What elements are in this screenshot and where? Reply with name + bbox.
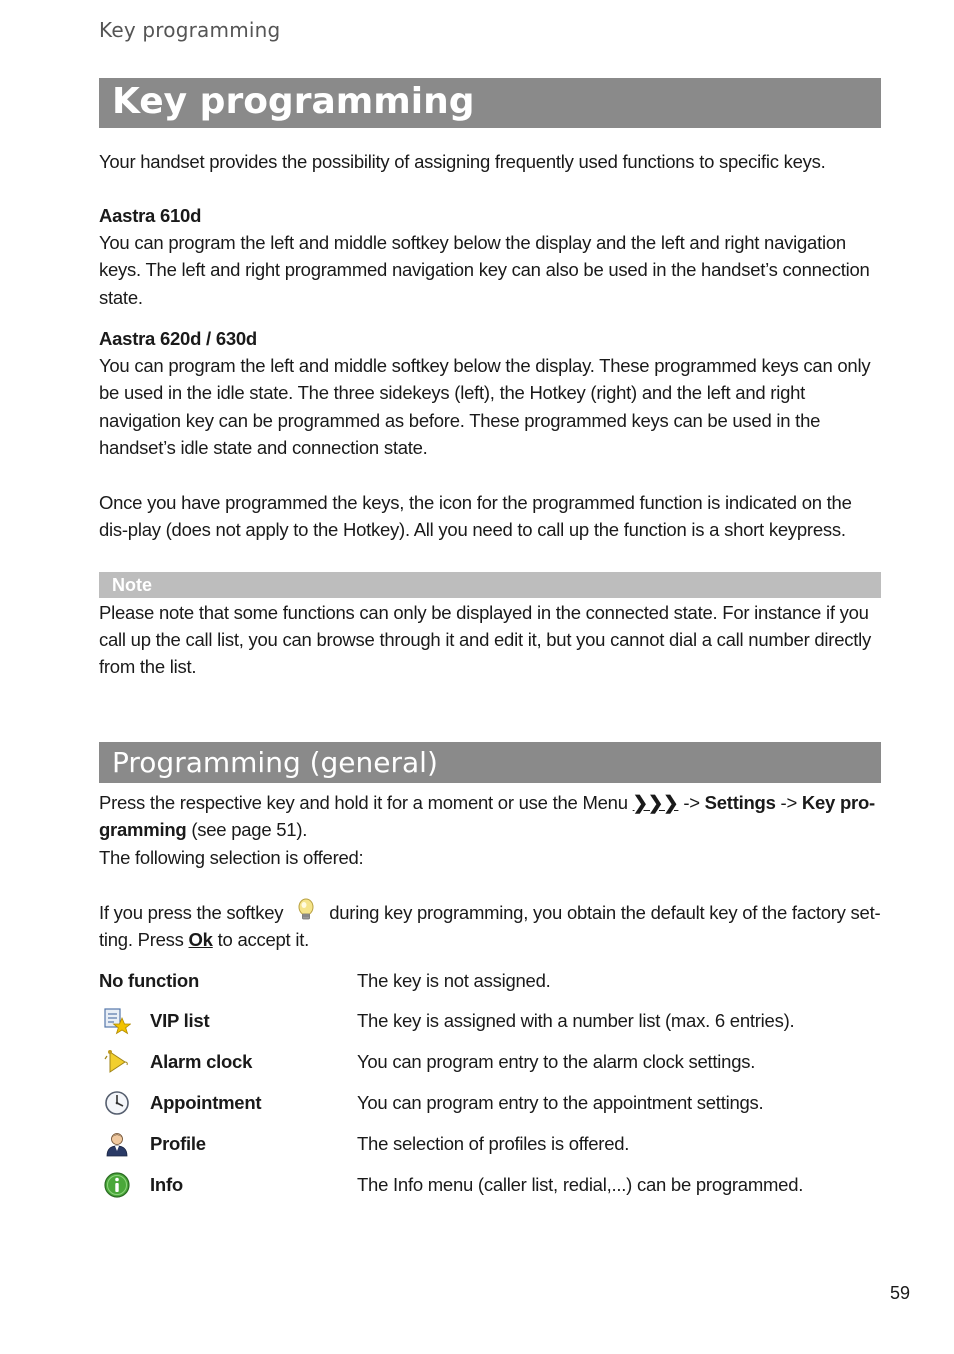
- vip-list-icon: [103, 1007, 131, 1035]
- function-label: Info: [150, 1174, 183, 1195]
- function-desc: You can program entry to the alarm clock settings.: [357, 1051, 756, 1072]
- function-row-profile: [99, 1129, 889, 1159]
- page-title: Key programming: [112, 81, 475, 122]
- function-label: No function: [99, 970, 200, 991]
- page-number: 59: [889, 1283, 910, 1303]
- aastra-620d-body: You can program the left and middle softkey below the display. These programmed keys can only be used in the idle state. The three sidekeys (left), the Hotkey (right) and the left and right navigation key can be programmed as before. These programmed keys can be used in the handset’s idle state and connection state.: [99, 355, 871, 458]
- lightbulb-icon: [291, 897, 321, 923]
- note-label: Note: [99, 572, 881, 598]
- section-title: Programming (general): [112, 746, 438, 779]
- page-title-bar: [99, 78, 881, 128]
- softkey-text-c: to accept it.: [217, 929, 309, 951]
- aastra-610d-body: You can program the left and middle softkey below the display and the left and right navigation keys. The left and right programmed navigation key can also be used in the handset’s connection state.: [99, 232, 870, 308]
- aastra-620d-section: [99, 325, 885, 461]
- appointment-icon: [103, 1089, 131, 1117]
- function-desc: You can program entry to the appointment settings.: [357, 1092, 764, 1113]
- alarm-clock-icon: [103, 1048, 131, 1076]
- function-desc: The selection of profiles is offered.: [357, 1133, 630, 1154]
- following-selection-text: The following selection is offered:: [99, 847, 364, 868]
- note-body: Please note that some functions can only be displayed in the connected state. For instance if you call up the call list, you can browse through it and edit it, but you cannot dial a call number directly from the list.: [99, 602, 871, 678]
- info-icon: [103, 1171, 131, 1199]
- aastra-610d-section: [99, 202, 885, 311]
- function-row-no-function: [99, 966, 889, 996]
- ok-softkey: Ok: [188, 929, 213, 951]
- function-label: Profile: [150, 1133, 206, 1154]
- function-row-vip-list: [99, 1006, 889, 1036]
- intro-paragraph: Your handset provides the possibility of assigning frequently used functions to specific keys.: [99, 151, 826, 172]
- instructions-paragraph: [99, 789, 885, 843]
- running-header: Key programming: [99, 18, 281, 42]
- aastra-610d-heading: Aastra 610d: [99, 205, 202, 226]
- arrow-2: ->: [780, 792, 798, 813]
- function-row-appointment: [99, 1088, 889, 1118]
- function-desc: The key is assigned with a number list (max. 6 entries).: [357, 1010, 795, 1031]
- function-label: VIP list: [150, 1010, 210, 1031]
- programmed-keys-paragraph: Once you have programmed the keys, the icon for the programmed function is indicated on the dis-play (does not apply to the Hotkey). All you need to call up the function is a short keypress.: [99, 492, 852, 541]
- function-label: Appointment: [150, 1092, 262, 1113]
- softkey-text-b: during key programming, you obtain the default key of the factory set-ting. Press: [99, 902, 881, 951]
- function-desc: The key is not assigned.: [357, 970, 551, 991]
- section-title-bar: [99, 742, 881, 783]
- function-desc: The Info menu (caller list, redial,...) can be programmed.: [357, 1174, 804, 1195]
- function-row-alarm-clock: [99, 1047, 889, 1077]
- instructions-text-a: Press the respective key and hold it for a moment or use the Menu: [99, 792, 628, 813]
- key-programming-label: Key pro-gramming: [99, 792, 875, 841]
- function-row-info: [99, 1170, 889, 1200]
- aastra-620d-heading: Aastra 620d / 630d: [99, 328, 257, 349]
- arrow-1: ->: [683, 792, 700, 813]
- profile-icon: [103, 1130, 131, 1158]
- menu-key: ❯❯❯: [632, 792, 679, 813]
- see-page-ref: (see page 51).: [191, 819, 308, 841]
- softkey-paragraph: [99, 897, 885, 953]
- function-label: Alarm clock: [150, 1051, 253, 1072]
- settings-label: Settings: [704, 792, 776, 813]
- softkey-text-a: If you press the softkey: [99, 902, 284, 923]
